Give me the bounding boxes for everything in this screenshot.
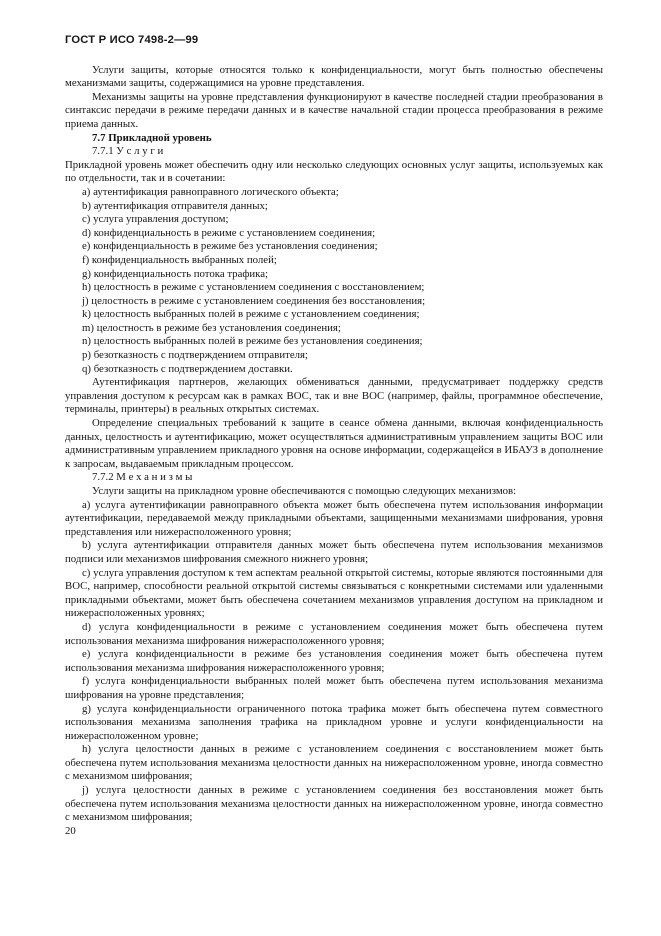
- page-number: 20: [65, 824, 76, 837]
- service-item: a) аутентификация равноправного логического объекта;: [82, 185, 339, 198]
- services-lead: Прикладной уровень может обеспечить одну или несколько следующих основных услуг защиты, используемых как по отдельности, так и в сочетании:: [65, 158, 603, 185]
- mechanism-item: a) услуга аутентификации равноправного объекта может быть обеспечена путем использования информации аутентификации, передаваемой между прикладными объектами, защищенными механизмами шифрования, уровня представления или нижерасположенного уровня;: [65, 498, 603, 538]
- heading-7-7-2: 7.7.2 М е х а н и з м ы: [92, 471, 193, 484]
- intro-paragraph-1: Услуги защиты, которые относятся только к конфиденциальности, могут быть полностью обеспечены механизмами защиты, содержащимися на уровне представления.: [65, 63, 603, 90]
- service-item: n) целостность выбранных полей в режиме без установления соединения;: [82, 335, 423, 348]
- services-note-2: Определение специальных требований к защите в сеансе обмена данными, включая конфиденциальность данных, целостность и аутентификацию, может осуществляться административным управлением защиты ВОС или административным управлением прикладного уровня на основе информации, содержащейся в ИБАУЗ в дополнение к запросам, выдаваемым прикладным процессом.: [65, 417, 603, 470]
- service-item: b) аутентификация отправителя данных;: [82, 199, 268, 212]
- service-item: k) целостность выбранных полей в режиме с установлением соединения;: [82, 308, 420, 321]
- heading-7-7-1: 7.7.1 У с л у г и: [92, 145, 164, 158]
- mechanism-item: g) услуга конфиденциальности ограниченного потока трафика может быть обеспечена путем совместного использования механизма заполнения трафика на прикладном уровне и услуги конфиденциальности на нижерасположенном уровне;: [65, 702, 603, 742]
- service-item: q) безотказность с подтверждением доставки.: [82, 362, 293, 375]
- mechanism-item: h) услуга целостности данных в режиме с установлением соединения с восстановлением может быть обеспечена путем использования механизма целостности данных на нижерасположенном уровне, иногда совместно с механизмом шифрования;: [65, 743, 603, 783]
- service-item: d) конфиденциальность в режиме с установлением соединения;: [82, 226, 376, 239]
- standard-designation: ГОСТ Р ИСО 7498-2—99: [65, 34, 199, 46]
- service-item: j) целостность в режиме с установлением соединения без восстановления;: [82, 294, 426, 307]
- mechanism-item: b) услуга аутентификации отправителя данных может быть обеспечена путем использования механизмов подписи или механизмов шифрования смежного нижнего уровня;: [65, 539, 603, 565]
- service-item: m) целостность в режиме без установления соединения;: [82, 321, 341, 334]
- intro-paragraph-2: Механизмы защиты на уровне представления функционируют в качестве последней стадии преобразования в синтаксис передачи в режиме передачи данных и в качестве начальной стадии процесса преобразования в режиме приема данных.: [65, 90, 603, 130]
- mechanism-item: e) услуга конфиденциальности в режиме без установления соединения может быть обеспечена путем использования механизма шифрования нижерасположенного уровня;: [65, 648, 603, 674]
- service-item: h) целостность в режиме с установлением соединения с восстановлением;: [82, 281, 425, 294]
- service-item: p) безотказность с подтверждением отправителя;: [82, 349, 308, 362]
- mechanisms-lead: Услуги защиты на прикладном уровне обеспечиваются с помощью следующих механизмов:: [92, 485, 517, 497]
- mechanism-item: j) услуга целостности данных в режиме с установлением соединения без восстановления может быть обеспечена путем использования механизма целостности данных на нижерасположенном уровне, иногда совместно с механизмом шифрования;: [65, 784, 603, 824]
- service-item: c) услуга управления доступом;: [82, 213, 229, 226]
- services-note-1: Аутентификация партнеров, желающих обмениваться данными, предусматривает поддержку средств управления доступом к ресурсам как в рамках ВОС, так и вне ВОС (например, файлы, программное обеспечение, терминалы, принтеры) в реальных открытых системах.: [65, 376, 603, 416]
- mechanism-item: f) услуга конфиденциальности выбранных полей может быть обеспечена путем использования механизма шифрования на уровне представления;: [65, 675, 603, 701]
- service-item: e) конфиденциальность в режиме без установления соединения;: [82, 240, 378, 253]
- running-header: [65, 34, 603, 48]
- heading-7-7: 7.7 Прикладной уровень: [92, 131, 212, 144]
- mechanism-item: d) услуга конфиденциальности в режиме с установлением соединения может быть обеспечена путем использования механизма шифрования нижерасположенного уровня;: [65, 620, 603, 647]
- service-item: f) конфиденциальность выбранных полей;: [82, 253, 277, 266]
- service-item: g) конфиденциальность потока трафика;: [82, 267, 269, 280]
- mechanism-item: c) услуга управления доступом к тем аспектам реальной открытой системы, которые являются постоянными для ВОС, например, способности реальной открытой системы связываться с конкретными системами или удаленными прикладными объектами, может быть обеспечена сочетанием механизмов управления доступом на прикладном и нижерасположенных уровнях;: [65, 566, 603, 620]
